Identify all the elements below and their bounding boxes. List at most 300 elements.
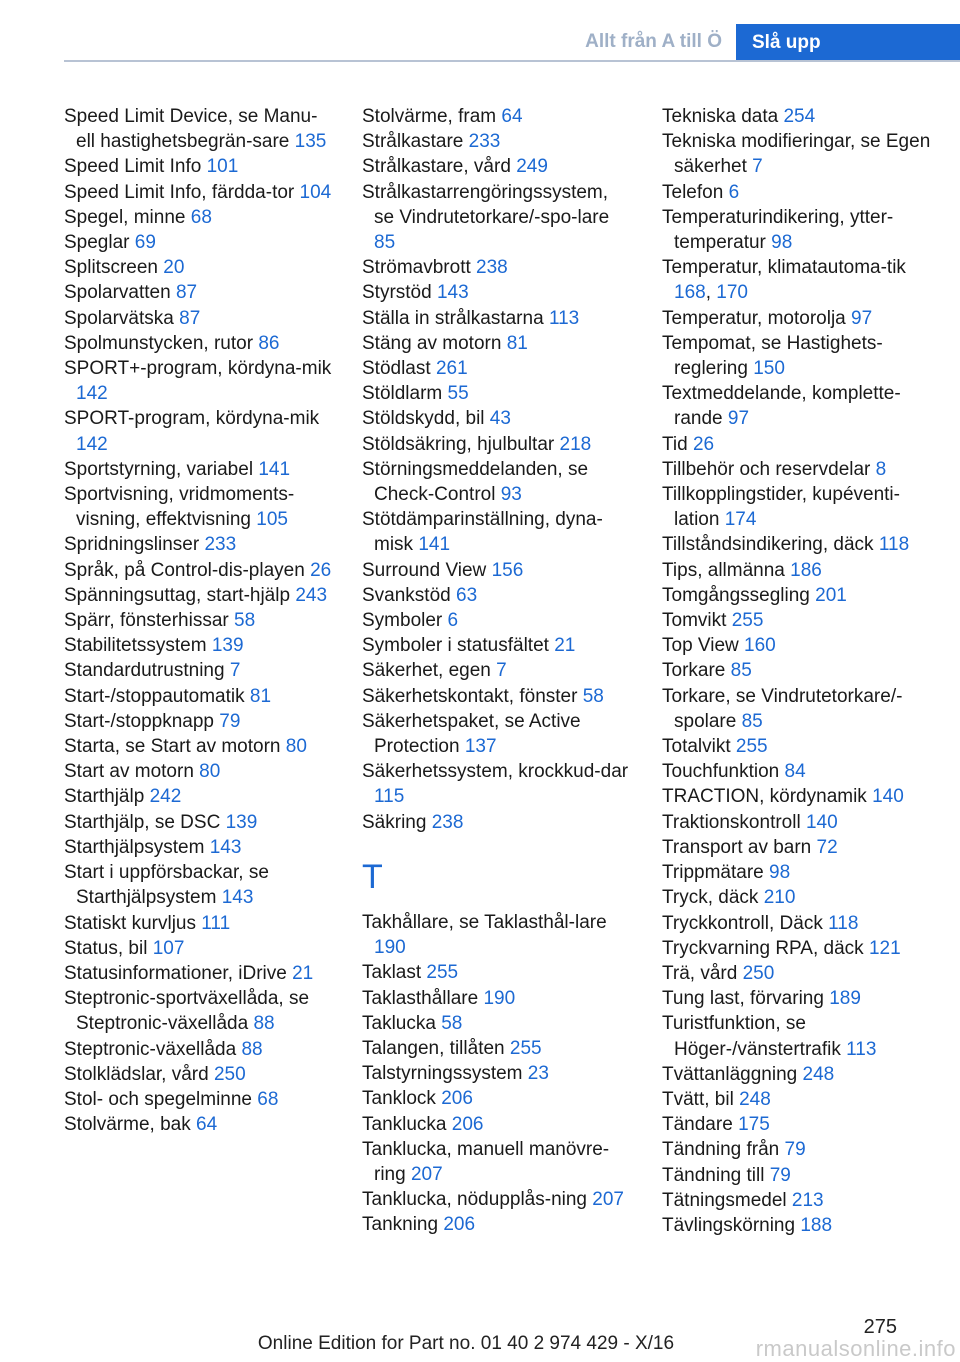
- index-term: Säkerhetspaket, se Active Protection: [362, 710, 581, 758]
- index-term: Talangen, tillåten: [362, 1037, 505, 1059]
- index-term: Stolvärme, bak: [64, 1114, 191, 1136]
- page-link[interactable]: 85: [730, 660, 752, 682]
- index-term: Status, bil: [64, 937, 148, 959]
- page-link[interactable]: 58: [582, 685, 604, 707]
- page-link[interactable]: 118: [878, 534, 910, 556]
- index-term: Totalvikt: [662, 736, 731, 758]
- index-term: Statiskt kurvljus: [64, 912, 196, 934]
- index-entry: [362, 1011, 632, 1036]
- page-link[interactable]: 255: [509, 1037, 542, 1059]
- index-entry: [362, 406, 632, 431]
- index-entry: [64, 104, 334, 154]
- edition-note: Online Edition for Part no. 01 40 2 974 429 - X/16: [257, 1333, 675, 1354]
- index-term: Tekniska data: [662, 106, 779, 127]
- page-link[interactable]: 58: [234, 610, 256, 632]
- page-link[interactable]: 105: [256, 509, 288, 531]
- page-link[interactable]: 98: [769, 862, 791, 884]
- page-link[interactable]: 210: [763, 887, 796, 909]
- index-term: Tändare: [662, 1114, 733, 1136]
- page-link[interactable]: 238: [431, 811, 464, 833]
- page-link[interactable]: 248: [739, 1088, 771, 1110]
- index-entry: [662, 1112, 932, 1137]
- page-link[interactable]: 97: [851, 307, 873, 329]
- index-entry: [64, 734, 334, 759]
- index-term: Turistfunktion, se Höger-/vänstertrafik: [662, 1013, 841, 1060]
- index-term: Strömavbrott: [362, 257, 471, 279]
- index-entry: [362, 129, 632, 154]
- index-entry: [662, 205, 932, 255]
- index-entry: [64, 331, 334, 356]
- page-link[interactable]: 248: [802, 1063, 835, 1085]
- index-entry: [662, 684, 932, 734]
- index-term: Tomgångssegling: [662, 584, 810, 606]
- index-term: Störningsmeddelanden, se Check-Control: [362, 458, 589, 506]
- index-term: Tung last, förvaring: [662, 988, 824, 1010]
- index-term: Speed Limit Info: [64, 156, 202, 178]
- index-entry: [362, 910, 632, 960]
- page-link[interactable]: 7: [229, 660, 241, 682]
- index-term: Sportvisning, vridmoments-visning, effektvisning: [64, 484, 295, 531]
- index-entry: [64, 911, 334, 936]
- section-letter: T: [362, 857, 383, 896]
- index-term: Sportstyrning, variabel: [64, 458, 254, 480]
- index-entry: [662, 810, 932, 835]
- index-entry: [662, 331, 932, 381]
- index-term: Stöldskydd, bil: [362, 408, 485, 430]
- index-entry: [662, 759, 932, 784]
- index-entry: [64, 1037, 334, 1062]
- page-link[interactable]: 188: [800, 1214, 833, 1236]
- page-link[interactable]: 190: [483, 987, 516, 1009]
- page-link[interactable]: 88: [241, 1038, 263, 1060]
- page-link[interactable]: 43: [489, 408, 511, 430]
- index-term: Temperatur, klimatautoma-tik: [662, 257, 906, 279]
- index-entry: [362, 658, 632, 683]
- index-entry: [662, 1188, 932, 1213]
- index-entry: [64, 154, 334, 179]
- page-link[interactable]: 85: [741, 710, 763, 732]
- index-term: SPORT+-program, kördyna-mik: [64, 358, 332, 380]
- index-entry: [662, 936, 932, 961]
- page-link[interactable]: 242: [149, 786, 182, 808]
- page-link[interactable]: 201: [815, 584, 847, 606]
- index-term: Trippmätare: [662, 862, 764, 884]
- index-entry: [662, 558, 932, 583]
- index-entry: [362, 1036, 632, 1061]
- page-link[interactable]: 87: [179, 307, 201, 329]
- page-link[interactable]: 243: [295, 584, 328, 606]
- page-link[interactable]: 68: [257, 1088, 279, 1110]
- index-entry: [362, 255, 632, 280]
- index-entry: [64, 961, 334, 986]
- page-link[interactable]: 85: [374, 232, 396, 254]
- index-entry: [64, 532, 334, 557]
- index-entry: [662, 1213, 932, 1238]
- page-link[interactable]: 111: [201, 912, 231, 934]
- index-term: Spolmunstycken, rutor: [64, 332, 254, 354]
- index-term: Trä, vård: [662, 962, 738, 984]
- page-link[interactable]: 186: [790, 559, 822, 581]
- index-term: Talstyrningssystem: [362, 1063, 523, 1085]
- index-term: TRACTION, kördynamik: [662, 786, 867, 808]
- index-entry: [362, 1061, 632, 1086]
- index-term: Tryckkontroll, Däck: [662, 912, 823, 934]
- index-term: Takhållare, se Taklasthål-lare: [362, 911, 607, 933]
- index-term: Stöldlarm: [362, 383, 443, 405]
- index-entry: [362, 507, 632, 557]
- watermark: rmanualsonline.info: [755, 1336, 956, 1361]
- page-link[interactable]: 218: [559, 433, 592, 455]
- index-term: Steptronic-växellåda: [64, 1038, 237, 1060]
- index-term: Top View: [662, 635, 739, 657]
- index-entry: [662, 180, 932, 205]
- index-term: Speglar: [64, 232, 130, 254]
- index-term: Säkerhetssystem, krockkud-dar: [362, 761, 629, 783]
- index-term: Traktionskontroll: [662, 811, 801, 833]
- index-entry: [662, 633, 932, 658]
- page-link[interactable]: 139: [211, 635, 244, 657]
- page-link[interactable]: 142: [76, 433, 108, 455]
- index-term: Spegel, minne: [64, 206, 186, 228]
- page-link[interactable]: 250: [742, 962, 775, 984]
- page-link[interactable]: 64: [501, 106, 523, 127]
- index-term: Tid: [662, 433, 688, 455]
- page-link[interactable]: 80: [285, 736, 307, 758]
- index-entry: [64, 205, 334, 230]
- index-entry: [662, 1087, 932, 1112]
- index-entry: [362, 1187, 632, 1212]
- page-link[interactable]: 88: [253, 1013, 275, 1035]
- index-entry: [362, 608, 632, 633]
- page-link[interactable]: 81: [506, 332, 528, 354]
- index-term: Taklucka: [362, 1012, 436, 1034]
- index-entry: [662, 1163, 932, 1188]
- index-term: Speed Limit Info, färdda-tor: [64, 181, 295, 203]
- page-link[interactable]: 249: [516, 156, 548, 178]
- page-link[interactable]: 150: [753, 358, 785, 380]
- page-link[interactable]: 86: [258, 332, 280, 354]
- index-term: Stötdämparinställning, dyna-misk: [362, 509, 603, 556]
- index-entry: [64, 658, 334, 683]
- page-link[interactable]: 55: [447, 383, 469, 405]
- index-entry: [362, 684, 632, 709]
- index-entry: [362, 104, 632, 129]
- index-term: Tillståndsindikering, däck: [662, 534, 874, 556]
- index-term: Stolvärme, fram: [362, 106, 497, 127]
- page-link[interactable]: 118: [828, 912, 859, 934]
- index-term: Touchfunktion: [662, 761, 780, 783]
- index-term: Symboler i statusfältet: [362, 635, 549, 657]
- page-link[interactable]: 64: [196, 1114, 218, 1136]
- page-link[interactable]: 143: [221, 887, 254, 909]
- index-term: Start-/stoppknapp: [64, 710, 214, 732]
- page-link[interactable]: 206: [443, 1214, 476, 1236]
- index-entry: [362, 583, 632, 608]
- page-link[interactable]: 207: [592, 1189, 624, 1211]
- index-term: Taklast: [362, 962, 422, 984]
- index-entry: [64, 835, 334, 860]
- index-term: Språk, på Control-dis-playen: [64, 559, 305, 581]
- page-link[interactable]: 143: [209, 836, 242, 858]
- index-entry: [362, 356, 632, 381]
- page-link[interactable]: 139: [225, 811, 258, 833]
- page-link[interactable]: 250: [213, 1063, 246, 1085]
- index-entry: [362, 986, 632, 1011]
- page-link[interactable]: 23: [527, 1063, 549, 1085]
- page-link[interactable]: 255: [426, 962, 459, 984]
- page-header: [64, 24, 960, 62]
- index-term: Stöldsäkring, hjulbultar: [362, 433, 555, 455]
- index-entry: [64, 608, 334, 633]
- index-term: Strålkastarrengöringssystem, se Vindrutetorkare/-spo-lare: [362, 181, 610, 228]
- index-entry: [662, 1011, 932, 1061]
- index-entry: [662, 432, 932, 457]
- index-term: Tändning från: [662, 1139, 780, 1161]
- page-link[interactable]: 98: [771, 232, 793, 254]
- index-entry: [662, 1062, 932, 1087]
- page-link[interactable]: 72: [816, 836, 838, 858]
- index-term: Säkerhetskontakt, fönster: [362, 685, 578, 707]
- index-entry: [362, 1112, 632, 1137]
- page-link[interactable]: 6: [447, 610, 459, 632]
- index-term: Symboler: [362, 610, 443, 632]
- page-link[interactable]: 26: [692, 433, 715, 455]
- index-term: Tomvikt: [662, 610, 727, 632]
- index-term: Stödlast: [362, 358, 431, 380]
- index-entry: [362, 331, 632, 356]
- index-entry: [64, 810, 334, 835]
- index-term: Start av motorn: [64, 761, 194, 783]
- index-entry: [662, 784, 932, 809]
- index-entry: [662, 658, 932, 683]
- index-entry: [64, 860, 334, 910]
- index-entry: [64, 986, 334, 1036]
- index-term: Stolklädslar, vård: [64, 1063, 209, 1085]
- index-term: Tanklock: [362, 1088, 436, 1110]
- page-link[interactable]: 137: [464, 736, 497, 758]
- index-entry: [662, 306, 932, 331]
- page-link[interactable]: 58: [441, 1012, 463, 1034]
- index-term: Speed Limit Device, se Manu-ell hastighetsbegrän-sare: [64, 106, 318, 153]
- index-entry: [64, 356, 334, 406]
- index-entry: [64, 255, 334, 280]
- index-entry: [362, 633, 632, 658]
- index-entry: [64, 936, 334, 961]
- index-term: Spärr, fönsterhissar: [64, 610, 229, 632]
- page-link[interactable]: 156: [491, 559, 524, 581]
- page-link[interactable]: 7: [752, 156, 763, 178]
- index-entry: [362, 306, 632, 331]
- index-entry: Temperatur, klimatautoma-tik 168, 170: [662, 257, 906, 304]
- index-term: Spolarvatten: [64, 282, 171, 304]
- index-term: Tanklucka: [362, 1113, 447, 1135]
- index-entry: [362, 1086, 632, 1111]
- page-link[interactable]: 190: [374, 937, 406, 959]
- page-link[interactable]: 69: [134, 232, 156, 254]
- page-link[interactable]: 233: [204, 534, 237, 556]
- index-entry: [662, 583, 932, 608]
- page-link[interactable]: 121: [868, 937, 901, 959]
- page-link[interactable]: 238: [476, 257, 508, 279]
- index-entry: [662, 1137, 932, 1162]
- index-term: Starthjälp, se DSC: [64, 811, 221, 833]
- header-rule: [64, 60, 960, 62]
- index-entry: [362, 709, 632, 759]
- index-entry: [64, 180, 334, 205]
- index-entry: [662, 608, 932, 633]
- index-entry: [362, 759, 632, 809]
- index-term: Tips, allmänna: [662, 559, 785, 581]
- page-link[interactable]: 84: [784, 761, 806, 783]
- page-link[interactable]: 170: [716, 282, 748, 304]
- index-term: Starthjälpsystem: [64, 836, 205, 858]
- index-term: Tändning till: [662, 1164, 765, 1186]
- page-link[interactable]: 175: [738, 1114, 770, 1136]
- page-link[interactable]: 213: [791, 1189, 824, 1211]
- page-link[interactable]: 26: [310, 559, 332, 581]
- index-term: Tvättanläggning: [662, 1063, 798, 1085]
- index-entry: [64, 684, 334, 709]
- index-column-2: [362, 104, 632, 1238]
- index-term: Tanklucka, manuell manövre-ring: [362, 1138, 610, 1185]
- index-term: Telefon: [662, 181, 724, 203]
- index-entry: [64, 759, 334, 784]
- index-entry: [662, 532, 932, 557]
- index-entry: [64, 280, 334, 305]
- index-term: Tanklucka, nödupplås-ning: [362, 1189, 587, 1211]
- page-link[interactable]: 206: [441, 1088, 473, 1110]
- index-entry: [64, 1087, 334, 1112]
- index-entry: [662, 961, 932, 986]
- page-link[interactable]: 140: [805, 811, 838, 833]
- page-link[interactable]: 160: [744, 635, 776, 657]
- index-term: Steptronic-sportväxellåda, se Steptronic-växellåda: [64, 988, 310, 1035]
- page-link[interactable]: 79: [219, 710, 241, 732]
- page-link[interactable]: 104: [299, 181, 332, 203]
- page-link[interactable]: 21: [292, 962, 314, 984]
- index-entry: [64, 1112, 334, 1137]
- index-term: Textmeddelande, komplette-rande: [662, 383, 901, 430]
- index-term: Styrstöd: [362, 282, 432, 304]
- page-link[interactable]: 261: [435, 358, 468, 380]
- page-link[interactable]: 7: [496, 660, 507, 682]
- page-link[interactable]: 107: [152, 937, 185, 959]
- index-term: Splitscreen: [64, 257, 158, 279]
- index-entry: [362, 280, 632, 305]
- index-term: Tillkopplingstider, kupéventi-lation: [662, 484, 900, 531]
- index-term: Säkerhet, egen: [362, 660, 491, 682]
- index-term: Standardutrustning: [64, 660, 225, 682]
- index-entry: [662, 885, 932, 910]
- index-term: Start-/stoppautomatik: [64, 685, 245, 707]
- index-term: Svankstöd: [362, 584, 451, 606]
- index-entry: [64, 709, 334, 734]
- index-entry: [362, 1212, 632, 1237]
- index-entry: [662, 482, 932, 532]
- index-entry: [662, 860, 932, 885]
- page-link[interactable]: 207: [410, 1163, 443, 1185]
- page-link[interactable]: 115: [374, 786, 405, 808]
- page-link[interactable]: 6: [728, 181, 740, 203]
- index-entry: [64, 558, 334, 583]
- index-term: Spridningslinser: [64, 534, 200, 556]
- page-link[interactable]: 142: [76, 383, 108, 405]
- index-term: Surround View: [362, 559, 487, 581]
- page-link[interactable]: 63: [456, 584, 478, 606]
- page-link[interactable]: 206: [451, 1113, 484, 1135]
- page-link[interactable]: 254: [783, 106, 816, 127]
- page-link[interactable]: 68: [190, 206, 212, 228]
- index-entry: [362, 457, 632, 507]
- page-link[interactable]: 135: [294, 131, 327, 153]
- index-term: Temperatur, motorolja: [662, 307, 846, 329]
- page-link[interactable]: 8: [875, 458, 887, 480]
- page-link[interactable]: 233: [468, 131, 501, 153]
- page-link[interactable]: 168: [674, 282, 706, 304]
- index-term: Statusinformationer, iDrive: [64, 962, 287, 984]
- index-entry: [64, 1062, 334, 1087]
- index-term: Tillbehör och reservdelar: [662, 458, 871, 480]
- page-link[interactable]: 189: [829, 988, 861, 1010]
- index-term: Stol- och spegelminne: [64, 1088, 252, 1110]
- index-term: Torkare: [662, 660, 726, 682]
- index-entry: [64, 457, 334, 482]
- page-link[interactable]: 143: [436, 282, 469, 304]
- index-term: SPORT-program, kördyna-mik: [64, 408, 320, 430]
- page-link[interactable]: 255: [735, 736, 768, 758]
- page-link[interactable]: 80: [199, 761, 221, 783]
- index-term: Tätningsmedel: [662, 1189, 787, 1211]
- index-entry: [662, 104, 932, 129]
- page-link[interactable]: 81: [249, 685, 272, 707]
- index-term: Säkring: [362, 811, 427, 833]
- index-entry: [662, 911, 932, 936]
- page-link[interactable]: 87: [175, 282, 198, 304]
- page-link[interactable]: 101: [206, 156, 239, 178]
- page-link[interactable]: 255: [731, 610, 764, 632]
- index-entry: [662, 381, 932, 431]
- page-number: 275: [863, 1316, 897, 1338]
- index-term: Strålkastare, vård: [362, 156, 511, 178]
- page-link[interactable]: 113: [548, 307, 580, 329]
- page-link[interactable]: 174: [724, 509, 757, 531]
- page-link[interactable]: 140: [872, 786, 904, 808]
- index-entry: [64, 406, 334, 456]
- page-link[interactable]: 141: [418, 534, 451, 556]
- page-link[interactable]: 97: [727, 408, 750, 430]
- index-term: Spänningsuttag, start-hjälp: [64, 584, 291, 606]
- index-column-1: [64, 104, 334, 1137]
- page-link[interactable]: 20: [163, 257, 185, 279]
- index-entry: [662, 986, 932, 1011]
- page-link[interactable]: 79: [769, 1164, 791, 1186]
- index-term: Tekniska modifieringar, se Egen säkerhet: [662, 131, 931, 178]
- index-entry: [362, 558, 632, 583]
- index-entry: [662, 457, 932, 482]
- index-entry: [662, 835, 932, 860]
- index-term: Taklasthållare: [362, 987, 479, 1009]
- page-link[interactable]: 79: [784, 1139, 806, 1161]
- index-entry: [362, 180, 632, 256]
- page-link[interactable]: 113: [846, 1038, 877, 1060]
- index-term: Spolarvätska: [64, 307, 174, 329]
- index-entry: [662, 129, 932, 179]
- page-link[interactable]: 141: [258, 458, 291, 480]
- page-link[interactable]: 21: [554, 635, 576, 657]
- index-entry: [64, 583, 334, 608]
- page-link[interactable]: 93: [500, 484, 522, 506]
- index-entry: [362, 432, 632, 457]
